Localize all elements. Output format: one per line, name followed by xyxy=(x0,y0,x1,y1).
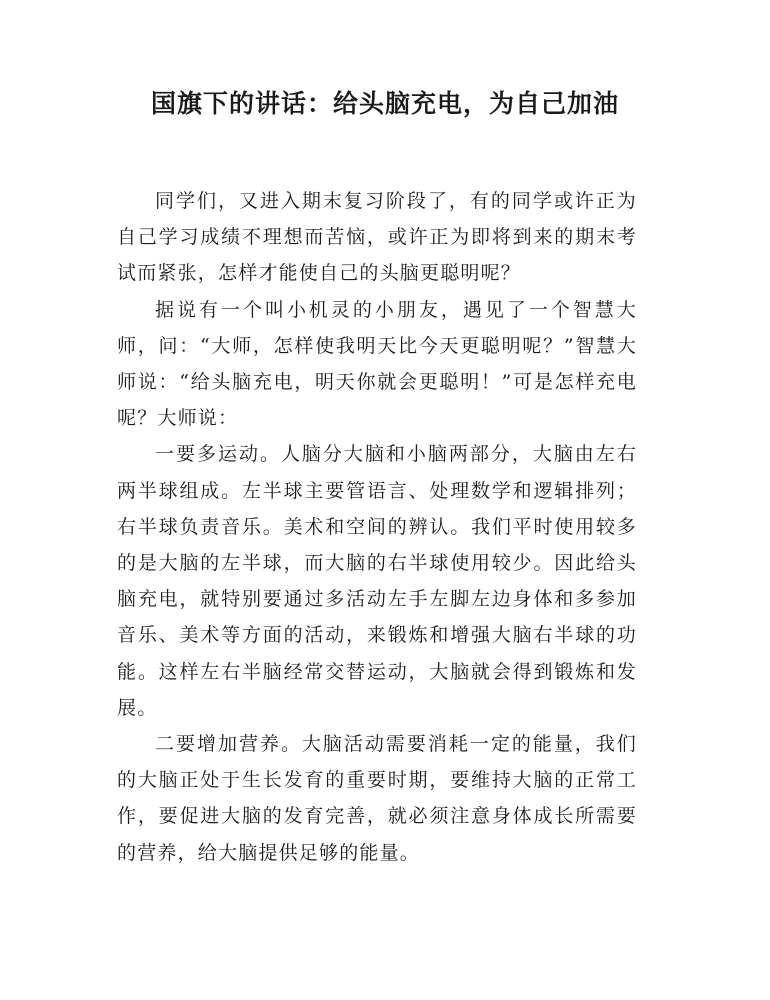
paragraph: 二要增加营养。大脑活动需要消耗一定的能量，我们的大脑正处于生长发育的重要时期，要维持大脑的正常工作，要促进大脑的发育完善，就必须注意身体成长所需要的营养，给大脑提供足够的能量。 xyxy=(117,733,637,864)
document-body xyxy=(117,183,637,871)
paragraph: 同学们，又进入期末复习阶段了，有的同学或许正为自己学习成绩不理想而苦恼，或许正为即将到来的期末考试而紧张，怎样才能使自己的头脑更聪明呢？ xyxy=(117,190,637,285)
paragraph: 据说有一个叫小机灵的小朋友，遇见了一个智慧大师，问：“大师，怎样使我明天比今天更聪明呢？”智慧大师说：“给头脑充电，明天你就会更聪明！”可是怎样充电呢？大师说： xyxy=(117,298,637,430)
document-title: 国旗下的讲话：给头脑充电，为自己加油 xyxy=(150,89,619,118)
paragraph: 一要多运动。人脑分大脑和小脑两部分，大脑由左右两半球组成。左半球主要管语言、处理数学和逻辑排列；右半球负责音乐。美术和空间的辨认。我们平时使用较多的是大脑的左半球，而大脑的右半球使用较少。因此给头脑充电，就特别要通过多活动左手左脚左边身体和多参加音乐、美术等方面的活动，来锻炼和增强大脑右半球的功能。这样左右半脑经常交替运动，大脑就会得到锻炼和发展。 xyxy=(117,443,637,719)
